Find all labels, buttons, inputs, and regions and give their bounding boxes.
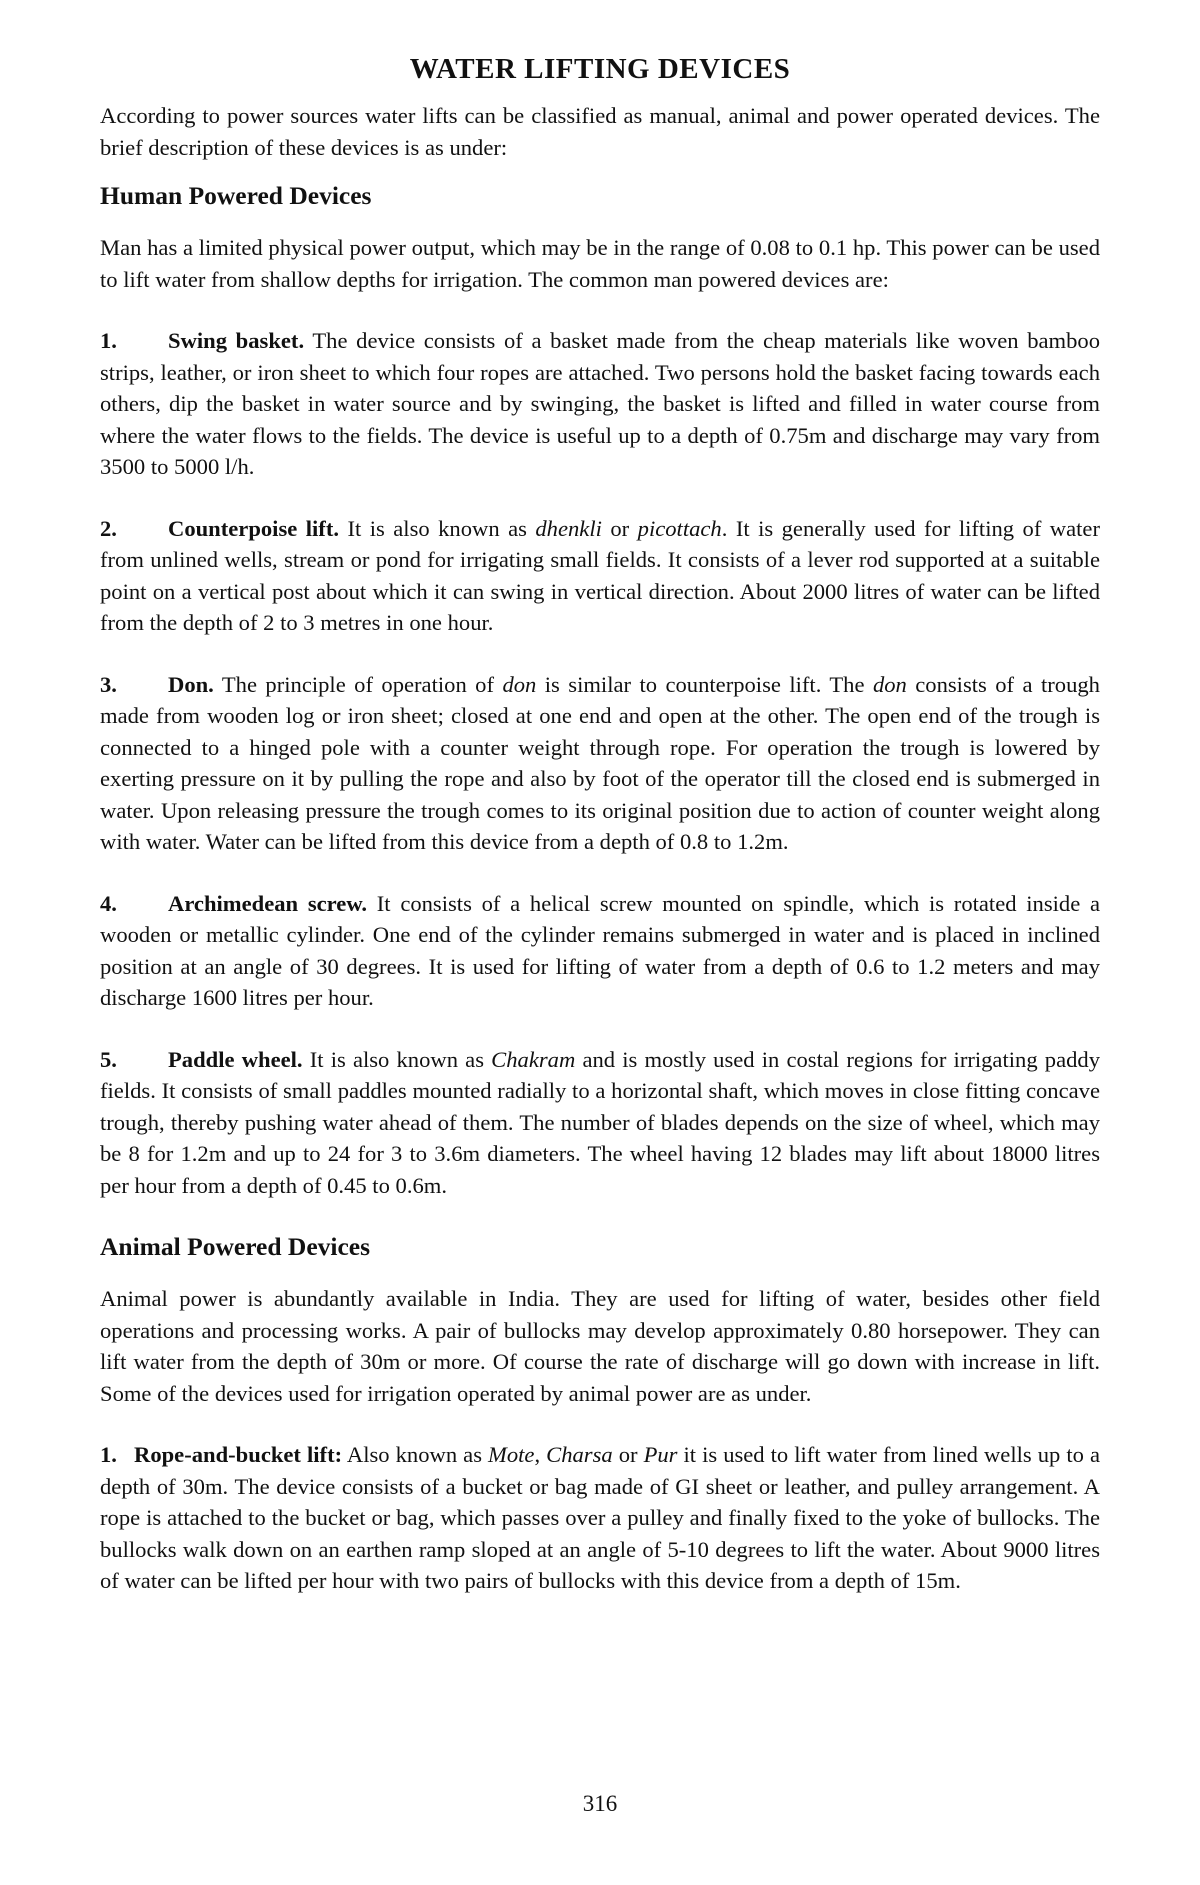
italic-term: picottach (637, 515, 722, 541)
italic-term: Mote (488, 1442, 535, 1467)
item-text: or (601, 515, 638, 541)
item-text: . It is generally used for lifting of water from unlined wells, stream or pond for irrigating small fields. It consists of a lever rod supported at a suitable point on a vertical post about which it can swing in vertical direction. About 2000 litres of water can be lifted from the depth of 2 to 3 metres in one hour. (100, 515, 1100, 635)
item-name: Archimedean screw. (168, 890, 368, 916)
item-number: 1. (100, 1442, 117, 1467)
item-name: Don. (168, 671, 214, 697)
item-text: It consists of a helical screw mounted on spindle, which is rotated inside a wooden or metallic cylinder. One end of the cylinder remains submerged in water and is placed in inclined position at an angle of 30 degrees. It is used for lifting of water from a depth of 0.6 to 1.2 meters and may discharge 1600 litres per hour. (100, 890, 1100, 1010)
item-text: it is used to lift water from lined wells up to a depth of 30m. The device consists of a bucket or bag made of GI sheet or leather, and pulley arrangement. A rope is attached to the bucket or bag, which passes over a pulley and finally fixed to the yoke of bullocks. The bullocks walk down on an earthen ramp sloped at an angle of 5-10 degrees to lift the water. About 9000 litres of water can be lifted per hour with two pairs of bullocks with this device from a depth of 15m. (100, 1442, 1100, 1593)
italic-term: Pur (643, 1442, 678, 1467)
item-rope-and-bucket-lift (100, 1439, 1100, 1597)
item-text: consists of a trough made from wooden log or iron sheet; closed at one end and open at the other. The open end of the trough is connected to a hinged pole with a counter weight through rope. For operation the trough is lowered by exerting pressure on it by pulling the rope and also by foot of the operator till the closed end is submerged in water. Upon releasing pressure the trough comes to its original position due to action of counter weight along with water. Water can be lifted from this device from a depth of 0.8 to 1.2m. (100, 671, 1100, 854)
item-counterpoise-lift (100, 513, 1100, 639)
item-name: Paddle wheel. (168, 1046, 303, 1072)
italic-term: dhenkli (535, 515, 602, 541)
italic-term: Chakram (491, 1046, 576, 1072)
italic-term: don (502, 671, 537, 697)
item-text: The device consists of a basket made from the cheap materials like woven bamboo strips, leather, or iron sheet to which four ropes are attached. Two persons hold the basket facing towards each others, dip the basket in water source and by swinging, the basket is lifted and filled in water course from where the water flows to the fields. The device is useful up to a depth of 0.75m and discharge may vary from 3500 to 5000 l/h. (100, 328, 1100, 479)
italic-term: Charsa (546, 1442, 613, 1467)
item-archimedean-screw (100, 888, 1100, 1014)
item-text: or (612, 1442, 644, 1467)
item-text: It is also known as (302, 1046, 492, 1072)
page-title: WATER LIFTING DEVICES (409, 53, 791, 85)
human-powered-intro: Man has a limited physical power output, which may be in the range of 0.08 to 0.1 hp. This power can be used to lift water from shallow depths for irrigation. The common man powered devices are: (100, 235, 1100, 292)
item-number: 4. (100, 890, 117, 916)
item-text: Also known as (342, 1442, 489, 1467)
item-number: 2. (100, 515, 117, 541)
item-text: and is mostly used in costal regions for irrigating paddy fields. It consists of small paddles mounted radially to a horizontal shaft, which moves in close fitting concave trough, thereby pushing water ahead of them. The number of blades depends on the size of wheel, which may be 8 for 1.2m and up to 24 for 3 to 3.6m diameters. The wheel having 12 blades may lift about 18000 litres per hour from a depth of 0.45 to 0.6m. (100, 1046, 1100, 1198)
item-name: Counterpoise lift. (168, 515, 339, 541)
italic-term: don (872, 671, 907, 697)
item-swing-basket (100, 325, 1100, 483)
animal-powered-intro: Animal power is abundantly available in India. They are used for lifting of water, besides other field operations and processing works. A pair of bullocks may develop approximately 0.80 horsepower. They can lift water from the depth of 30m or more. Of course the rate of discharge will go down with increase in lift. Some of the devices used for irrigation operated by animal power are as under. (100, 1286, 1100, 1406)
item-text: It is also known as (339, 515, 536, 541)
item-text: The principle of operation of (213, 671, 503, 697)
animal-powered-heading: Animal Powered Devices (100, 1232, 371, 1261)
intro-paragraph: According to power sources water lifts can be classified as manual, animal and power operated devices. The brief description of these devices is as under: (100, 103, 1100, 160)
item-name: Swing basket. (168, 328, 305, 353)
item-number: 1. (100, 328, 117, 353)
item-name: Rope-and-bucket lift: (134, 1442, 343, 1467)
item-number: 5. (100, 1046, 117, 1072)
human-powered-heading: Human Powered Devices (100, 181, 372, 210)
item-number: 3. (100, 671, 117, 697)
page-number: 316 (582, 1791, 618, 1816)
item-paddle-wheel (100, 1044, 1100, 1202)
item-text: is similar to counterpoise lift. The (536, 671, 873, 697)
item-don (100, 669, 1100, 858)
item-text: , (534, 1442, 547, 1467)
